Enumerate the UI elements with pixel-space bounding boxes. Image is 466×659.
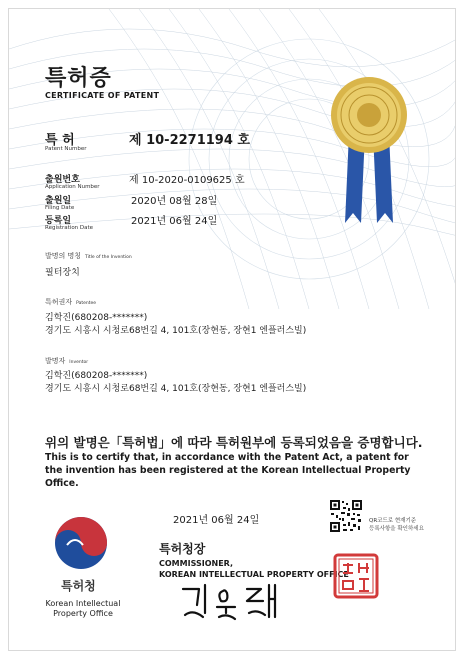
application-number-value: 제 10-2020-0109625 호 [129,175,245,186]
qr-caption [369,517,424,533]
office-name-en-line2: Property Office [53,609,113,618]
commissioner-title-ko: 특허청장 [159,542,206,556]
invention-title-label-en: Title of the Invention [85,255,132,260]
patent-number-label: 특 허 [45,133,75,148]
patent-number-label-en: Patent Number [45,146,87,152]
registration-date-label: 등록일 [45,216,72,226]
signature-icon [177,579,297,623]
kipo-logo-icon [53,515,109,571]
qr-code-icon [329,499,363,533]
certificate-subtitle: CERTIFICATE OF PATENT [45,91,160,100]
patentee-label [45,297,96,307]
inventor-name: 김학진(680208-*******) [45,371,148,381]
filing-date-value: 2020년 08월 28일 [131,196,218,207]
certification-text-en: This is to certify that, in accordance with the Patent Act, a patent for the invention has been registered at the Korean Intellectual Property Office. [45,452,411,489]
certificate-title: 특허증 [45,66,112,91]
qr-caption-line1: QR코드로 현재기준 [369,518,417,524]
invention-title-value: 필터장치 [45,268,80,278]
signing-date: 2021년 06월 24일 [173,515,260,526]
invention-title-label-ko: 발명의 명칭 [45,252,82,260]
commissioner-title-en [159,558,349,580]
filing-date-label-en: Filing Date [45,205,75,211]
certificate-page [8,8,456,651]
invention-title-label [45,251,132,261]
office-name-ko: 특허청 [61,579,96,593]
inventor-label [45,356,88,366]
application-number-label: 출원번호 [45,175,80,185]
certification-text-ko: 위의 발명은「특허법」에 따라 특허원부에 등록되었음을 증명합니다. [45,435,423,450]
patent-number-value: 제 10-2271194 호 [129,133,250,148]
application-number-label-en: Application Number [45,184,100,190]
inventor-label-en: Inventor [69,360,89,365]
commissioner-title-en-line1: COMMISSIONER, [159,559,234,568]
office-name-en-line1: Korean Intellectual [45,599,121,608]
inventor-address: 경기도 시흥시 시청로68번길 4, 101호(장현동, 장현1 엔플러스빌) [45,384,307,394]
inventor-label-ko: 발명자 [45,357,66,365]
patentee-label-ko: 특허권자 [45,298,73,306]
official-stamp-icon [333,553,379,599]
qr-caption-line2: 등록사항을 확인하세요 [369,526,424,532]
patentee-address: 경기도 시흥시 시청로68번길 4, 101호(장현동, 장현1 엔플러스빌) [45,326,307,336]
filing-date-label: 출원일 [45,196,72,206]
gold-seal-icon [327,73,411,223]
patentee-name: 김학진(680208-*******) [45,313,148,323]
patentee-label-en: Patentee [76,301,97,306]
registration-date-label-en: Registration Date [45,225,94,231]
office-name-en [43,599,123,619]
commissioner-title-en-line2: KOREAN INTELLECTUAL PROPERTY OFFICE [159,570,349,579]
registration-date-value: 2021년 06월 24일 [131,216,218,227]
